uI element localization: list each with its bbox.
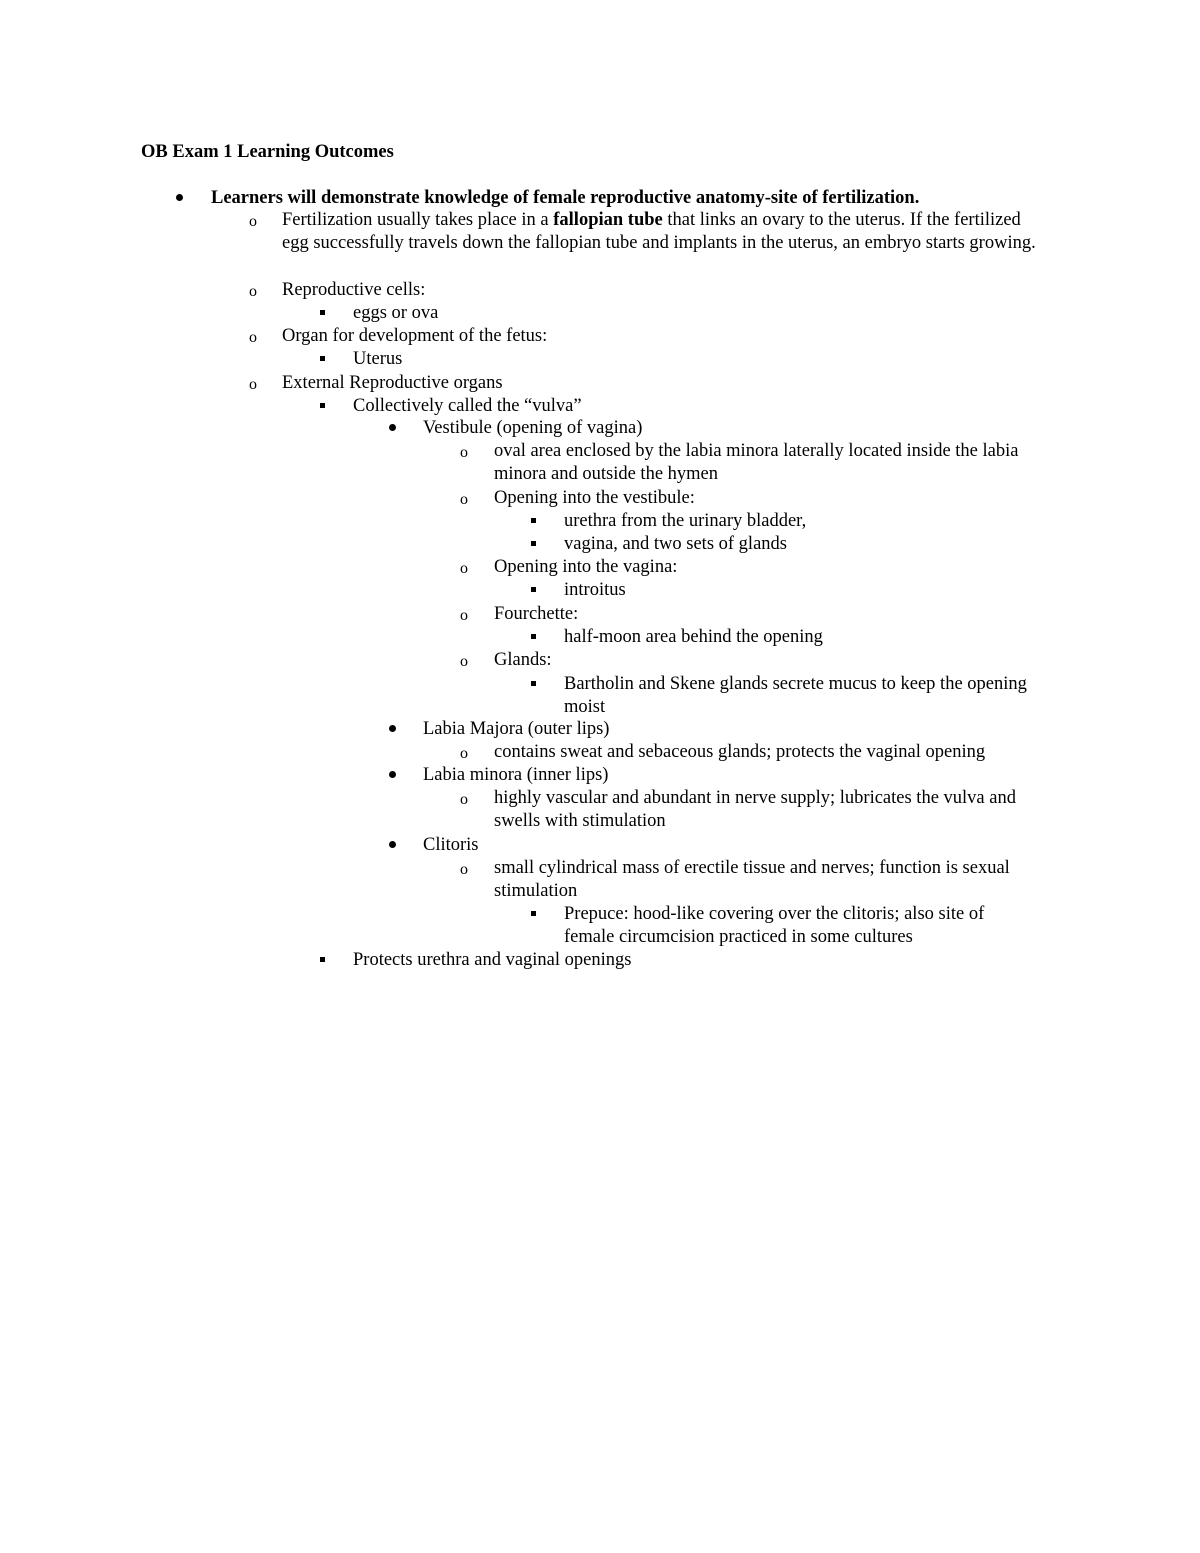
- bullet-square: [320, 957, 325, 962]
- bullet-disc: [389, 771, 396, 778]
- external-organs-label: External Reproductive organs: [282, 373, 503, 393]
- uterus-item: Uterus: [353, 349, 403, 369]
- labia-majora-item: Labia Majora (outer lips): [423, 719, 610, 739]
- eggs-item: eggs or ova: [353, 303, 439, 323]
- organ-label: Organ for development of the fetus:: [282, 326, 548, 346]
- bullet-circle: o: [460, 791, 468, 808]
- bullet-disc: [389, 725, 396, 732]
- labia-minora-description: highly vascular and abundant in nerve supply; lubricates the vulva and swells with stimulation: [494, 788, 1016, 832]
- bullet-square: [531, 634, 536, 639]
- labia-minora-item: Labia minora (inner lips): [423, 765, 609, 785]
- fallopian-tube-term: fallopian tube: [553, 210, 663, 230]
- bartholin-item: Bartholin and Skene glands secrete mucus to keep the opening moist: [564, 674, 1027, 718]
- document-title: OB Exam 1 Learning Outcomes: [141, 142, 394, 162]
- bullet-circle: o: [460, 444, 468, 461]
- opening-vestibule-label: Opening into the vestibule:: [494, 488, 695, 508]
- bullet-disc: [176, 194, 183, 201]
- glands-label: Glands:: [494, 650, 552, 670]
- vestibule-description: oval area enclosed by the labia minora laterally located inside the labia minora and outside the hymen: [494, 441, 1019, 485]
- bullet-circle: o: [460, 653, 468, 670]
- fertilization-text-end: that links an ovary to the uterus. If the fertilized egg successfully travels down the fallopian tube and implants in the uterus, an embryo starts growing.: [282, 210, 1036, 254]
- bullet-circle: o: [249, 329, 257, 346]
- introitus-item: introitus: [564, 580, 626, 600]
- bullet-disc: [389, 841, 396, 848]
- bullet-circle: o: [249, 213, 257, 230]
- bullet-square: [320, 356, 325, 361]
- bullet-square: [320, 403, 325, 408]
- half-moon-item: half-moon area behind the opening: [564, 627, 823, 647]
- fertilization-text-start: Fertilization usually takes place in a: [282, 210, 554, 230]
- bullet-square: [531, 518, 536, 523]
- bullet-square: [531, 587, 536, 592]
- labia-majora-description: contains sweat and sebaceous glands; protects the vaginal opening: [494, 742, 986, 762]
- bullet-square: [320, 310, 325, 315]
- bullet-circle: o: [460, 491, 468, 508]
- bullet-circle: o: [460, 861, 468, 878]
- vestibule-item: Vestibule (opening of vagina): [423, 418, 643, 438]
- fertilization-paragraph: [282, 209, 1052, 255]
- bullet-circle: o: [249, 283, 257, 300]
- outcome-heading: Learners will demonstrate knowledge of female reproductive anatomy-site of fertilization.: [211, 188, 920, 208]
- prepuce-item: Prepuce: hood-like covering over the clitoris; also site of female circumcision practiced in some cultures: [564, 904, 985, 948]
- fourchette-label: Fourchette:: [494, 604, 579, 624]
- vagina-glands-item: vagina, and two sets of glands: [564, 534, 787, 554]
- clitoris-description: small cylindrical mass of erectile tissue and nerves; function is sexual stimulation: [494, 858, 1010, 902]
- bullet-circle: o: [460, 607, 468, 624]
- bullet-disc: [389, 424, 396, 431]
- bullet-square: [531, 541, 536, 546]
- bullet-circle: o: [460, 560, 468, 577]
- bullet-square: [531, 681, 536, 686]
- vulva-item: Collectively called the “vulva”: [353, 396, 582, 416]
- opening-vagina-label: Opening into the vagina:: [494, 557, 678, 577]
- protects-item: Protects urethra and vaginal openings: [353, 950, 632, 970]
- bullet-square: [531, 911, 536, 916]
- bullet-circle: o: [249, 376, 257, 393]
- reproductive-cells-label: Reproductive cells:: [282, 280, 426, 300]
- clitoris-item: Clitoris: [423, 835, 479, 855]
- bullet-circle: o: [460, 745, 468, 762]
- urethra-item: urethra from the urinary bladder,: [564, 511, 807, 531]
